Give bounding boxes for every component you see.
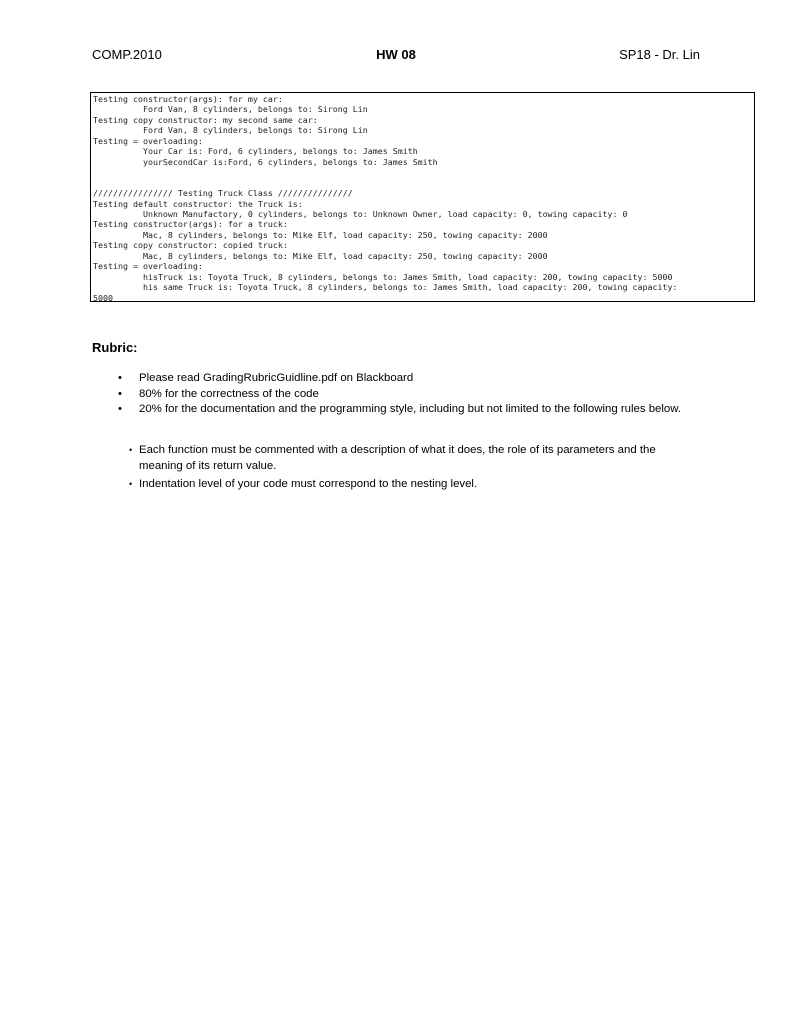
rubric-item [92,387,702,403]
program-output-text: Testing constructor(args): for my car: Ford Van, 8 cylinders, belongs to: Sirong Lin Testing copy constructor: my second same car: Ford Van, 8 cylinders, belongs to: Sirong Lin Testing = overloading: Your Car is: Ford, 6 cylinders, belongs to: James Smith yourSecondCar is:Ford, 6 cylinders, belongs to: James Smith //////////////// Testing Truck Class /////////////// Testing default constructor: the Truck is: Unknown Manufactory, 0 cylinders, belongs to: Unknown Owner, load capacity: 0, towing capacity: 0 Testing constructor(args): for a truck: Mac, 8 cylinders, belongs to: Mike Elf, load capacity: 250, towing capacity: 2000 Testing copy constructor: copied truck: Mac, 8 cylinders, belongs to: Mike Elf, load capacity: 250, towing capacity: 2000 Testing = overloading: hisTruck is: Toyota Truck, 8 cylinders, belongs to: James Smith, load capacity: 200, towing capacity: 5000 his same Truck is: Toyota Truck, 8 cylinders, belongs to: James Smith, load capacity: 200, towing capacity: 5000 [93,94,678,303]
bullet-icon: • [129,445,133,455]
rubric-list [92,371,702,418]
program-output-box [90,92,755,302]
style-rules-list [92,443,702,496]
term-instructor: SP18 - Dr. Lin [619,47,700,62]
bullet-icon: • [118,372,122,384]
style-rule-text: Each function must be commented with a description of what it does, the role of its parameters and the meaning of its return value. [139,444,656,472]
rubric-item-text: Please read GradingRubricGuidline.pdf on Blackboard [139,372,414,384]
bullet-icon: • [118,403,122,415]
page-header [92,47,700,65]
rubric-item-text: 80% for the correctness of the code [139,387,319,400]
rubric-item [92,402,702,418]
bullet-icon: • [129,479,133,489]
rubric-heading: Rubric: [92,340,138,355]
style-rule-text: Indentation level of your code must correspond to the nesting level. [139,478,478,490]
style-rule-item [92,443,702,474]
bullet-icon: • [118,387,122,400]
assignment-title: HW 08 [376,47,416,62]
style-rule-item [92,477,702,493]
rubric-item-text: 20% for the documentation and the programming style, including but not limited to the following rules below. [139,403,682,415]
course-code: COMP.2010 [92,47,162,62]
rubric-item [92,371,702,387]
